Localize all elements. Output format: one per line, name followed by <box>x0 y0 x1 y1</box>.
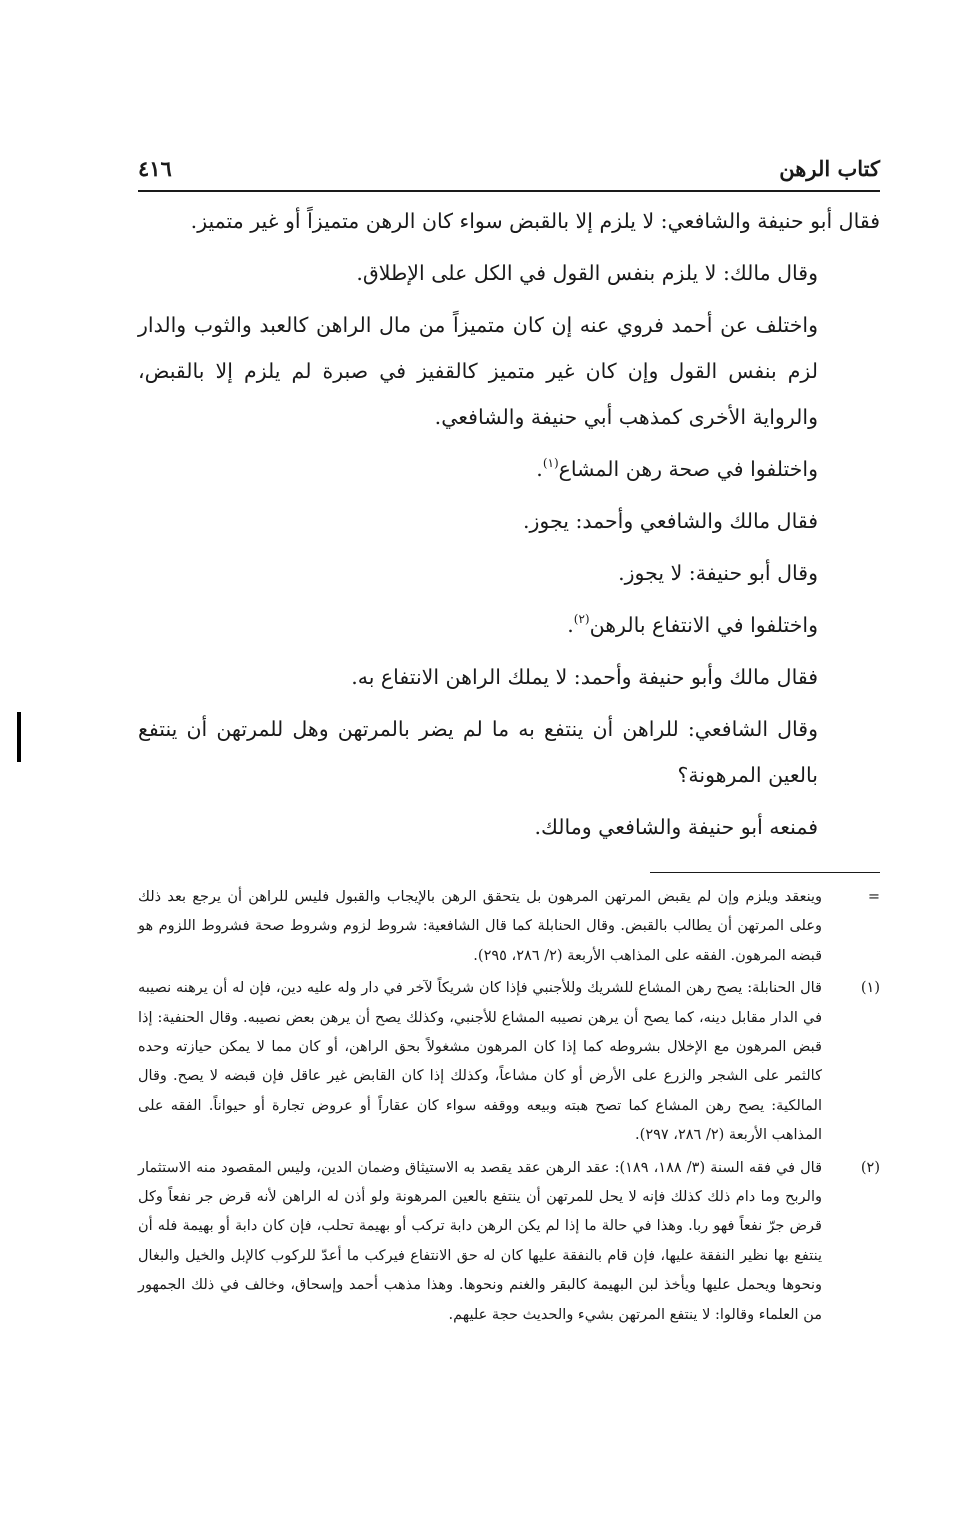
paragraph <box>138 446 880 492</box>
paragraph: فقال مالك وأبو حنيفة وأحمد: لا يملك الراهن الانتفاع به. <box>351 665 818 689</box>
page-number: ٤١٦ <box>138 156 172 181</box>
footnote <box>138 883 880 971</box>
main-text <box>138 198 880 850</box>
paragraph: واختلف عن أحمد فروي عنه إن كان متميزاً من مال الراهن كالعبد والثوب والدار لزم بنفس القول وإن كان غير متميز كالقفيز في صبرة لم يلزم إلا بالقبض، والرواية الأخرى كمذهب أبي حنيفة والشافعي. <box>138 313 818 429</box>
running-header <box>138 150 880 192</box>
footnote-marker: = <box>867 889 880 905</box>
paragraph: فقال أبو حنيفة والشافعي: لا يلزم إلا بالقبض سواء كان الرهن متميزاً أو غير متميز. <box>190 209 880 233</box>
paragraph: وقال مالك: لا يلزم بنفس القول في الكل على الإطلاق. <box>356 261 818 285</box>
paragraph: فقال مالك والشافعي وأحمد: يجوز. <box>522 509 818 533</box>
running-title: كتاب الرهن <box>779 156 880 181</box>
paragraph: فمنعه أبو حنيفة والشافعي ومالك. <box>534 815 818 839</box>
footnote-separator <box>650 872 880 873</box>
footnote <box>138 1154 880 1330</box>
paragraph-text: واختلفوا في الانتفاع بالرهن <box>589 613 818 637</box>
paragraph-text: واختلفوا في صحة رهن المشاع <box>558 457 818 481</box>
footnote <box>138 974 880 1150</box>
footnote-reference: (٢) <box>573 612 590 626</box>
footnote-marker: (١) <box>860 980 880 997</box>
paragraph: وقال أبو حنيفة: لا يجوز. <box>618 561 818 585</box>
footnote-text: وينعقد ويلزم وإن لم يقبض المرتهن المرهون بل يتحقق الرهن بالإيجاب والقبول فليس للراهن أن يرجع بعد ذلك وعلى المرتهن أن يطالب بالقبض. وقال الحنابلة كما قال الشافعية: شروط لزوم وشروط صحة فشروط اللزوم هو قبضه المرهون. الفقه على المذاهب الأربعة (٢/ ٢٨٦، ٢٩٥). <box>138 889 822 964</box>
footnotes <box>138 883 880 1330</box>
footnote-text: قال الحنابلة: يصح رهن المشاع للشريك وللأجنبي فإذا كان شريكاً لآخر في دار وله عليه دين، فإن له أن يرهنه نصيبه في الدار مقابل دينه، كما يصح أن يرهن نصيبه المشاع للأجنبي، وكذلك يصح أن يرهن بعض نصيبه. وقال الحنفية: إذا قبض المرهون مع الإخلال بشروطه كما إذا كان المرهون مشغولاً بحق الراهن، أو كان مما لا يمكن حيازته وحده كالثمر على الشجر والزرع على الأرض أو كان مشاعاً، وكذلك إذا كان القابض غير عاقل فإن قبضه لا يصح. وقال المالكية: يصح رهن المشاع كما تصح هبته وبيعه ووقفه سواء كان عقاراً أو عروض تجارة أو حيواناً. الفقه على المذاهب الأربعة (٢/ ٢٨٦، ٢٩٧). <box>138 980 822 1144</box>
footnote-reference: (١) <box>542 456 559 470</box>
scan-edge-mark <box>17 712 21 762</box>
book-page <box>138 150 880 1333</box>
paragraph-end: . <box>536 457 543 481</box>
paragraph-end: . <box>567 613 574 637</box>
paragraph <box>138 602 880 648</box>
footnote-text: قال في فقه السنة (٣/ ١٨٨، ١٨٩): عقد الرهن عقد يقصد به الاستيثاق وضمان الدين، وليس المقصود منه الاستثمار والربح وما دام ذلك كذلك فإنه لا يحل للمرتهن أن ينتفع بالعين المرهونة ولو أذن له الراهن لأنه قرض جر نفعاً وكل قرض جرّ نفعاً فهو ربا. وهذا في حالة ما إذا لم يكن الرهن دابة تركب أو بهيمة تحلب، فإن كان دابة أو بهيمة فله أن ينتفع بها نظير النفقة عليها، فإن قام بالنفقة عليها كان له حق الانتفاع فيركب ما أعدّ للركوب كالإبل والخيل والبغال ونحوها ويحمل عليها ويأخذ لبن البهيمة كالبقر والغنم ونحوها. وهذا مذهب أحمد وإسحاق، وخالف في ذلك الجمهور من العلماء وقالوا: لا ينتفع المرتهن بشيء والحديث حجة عليهم. <box>138 1159 822 1323</box>
paragraph: وقال الشافعي: للراهن أن ينتفع به ما لم يضر بالمرتهن وهل للمرتهن أن ينتفع بالعين المرهونة؟ <box>138 717 818 787</box>
footnote-marker: (٢) <box>860 1159 880 1176</box>
